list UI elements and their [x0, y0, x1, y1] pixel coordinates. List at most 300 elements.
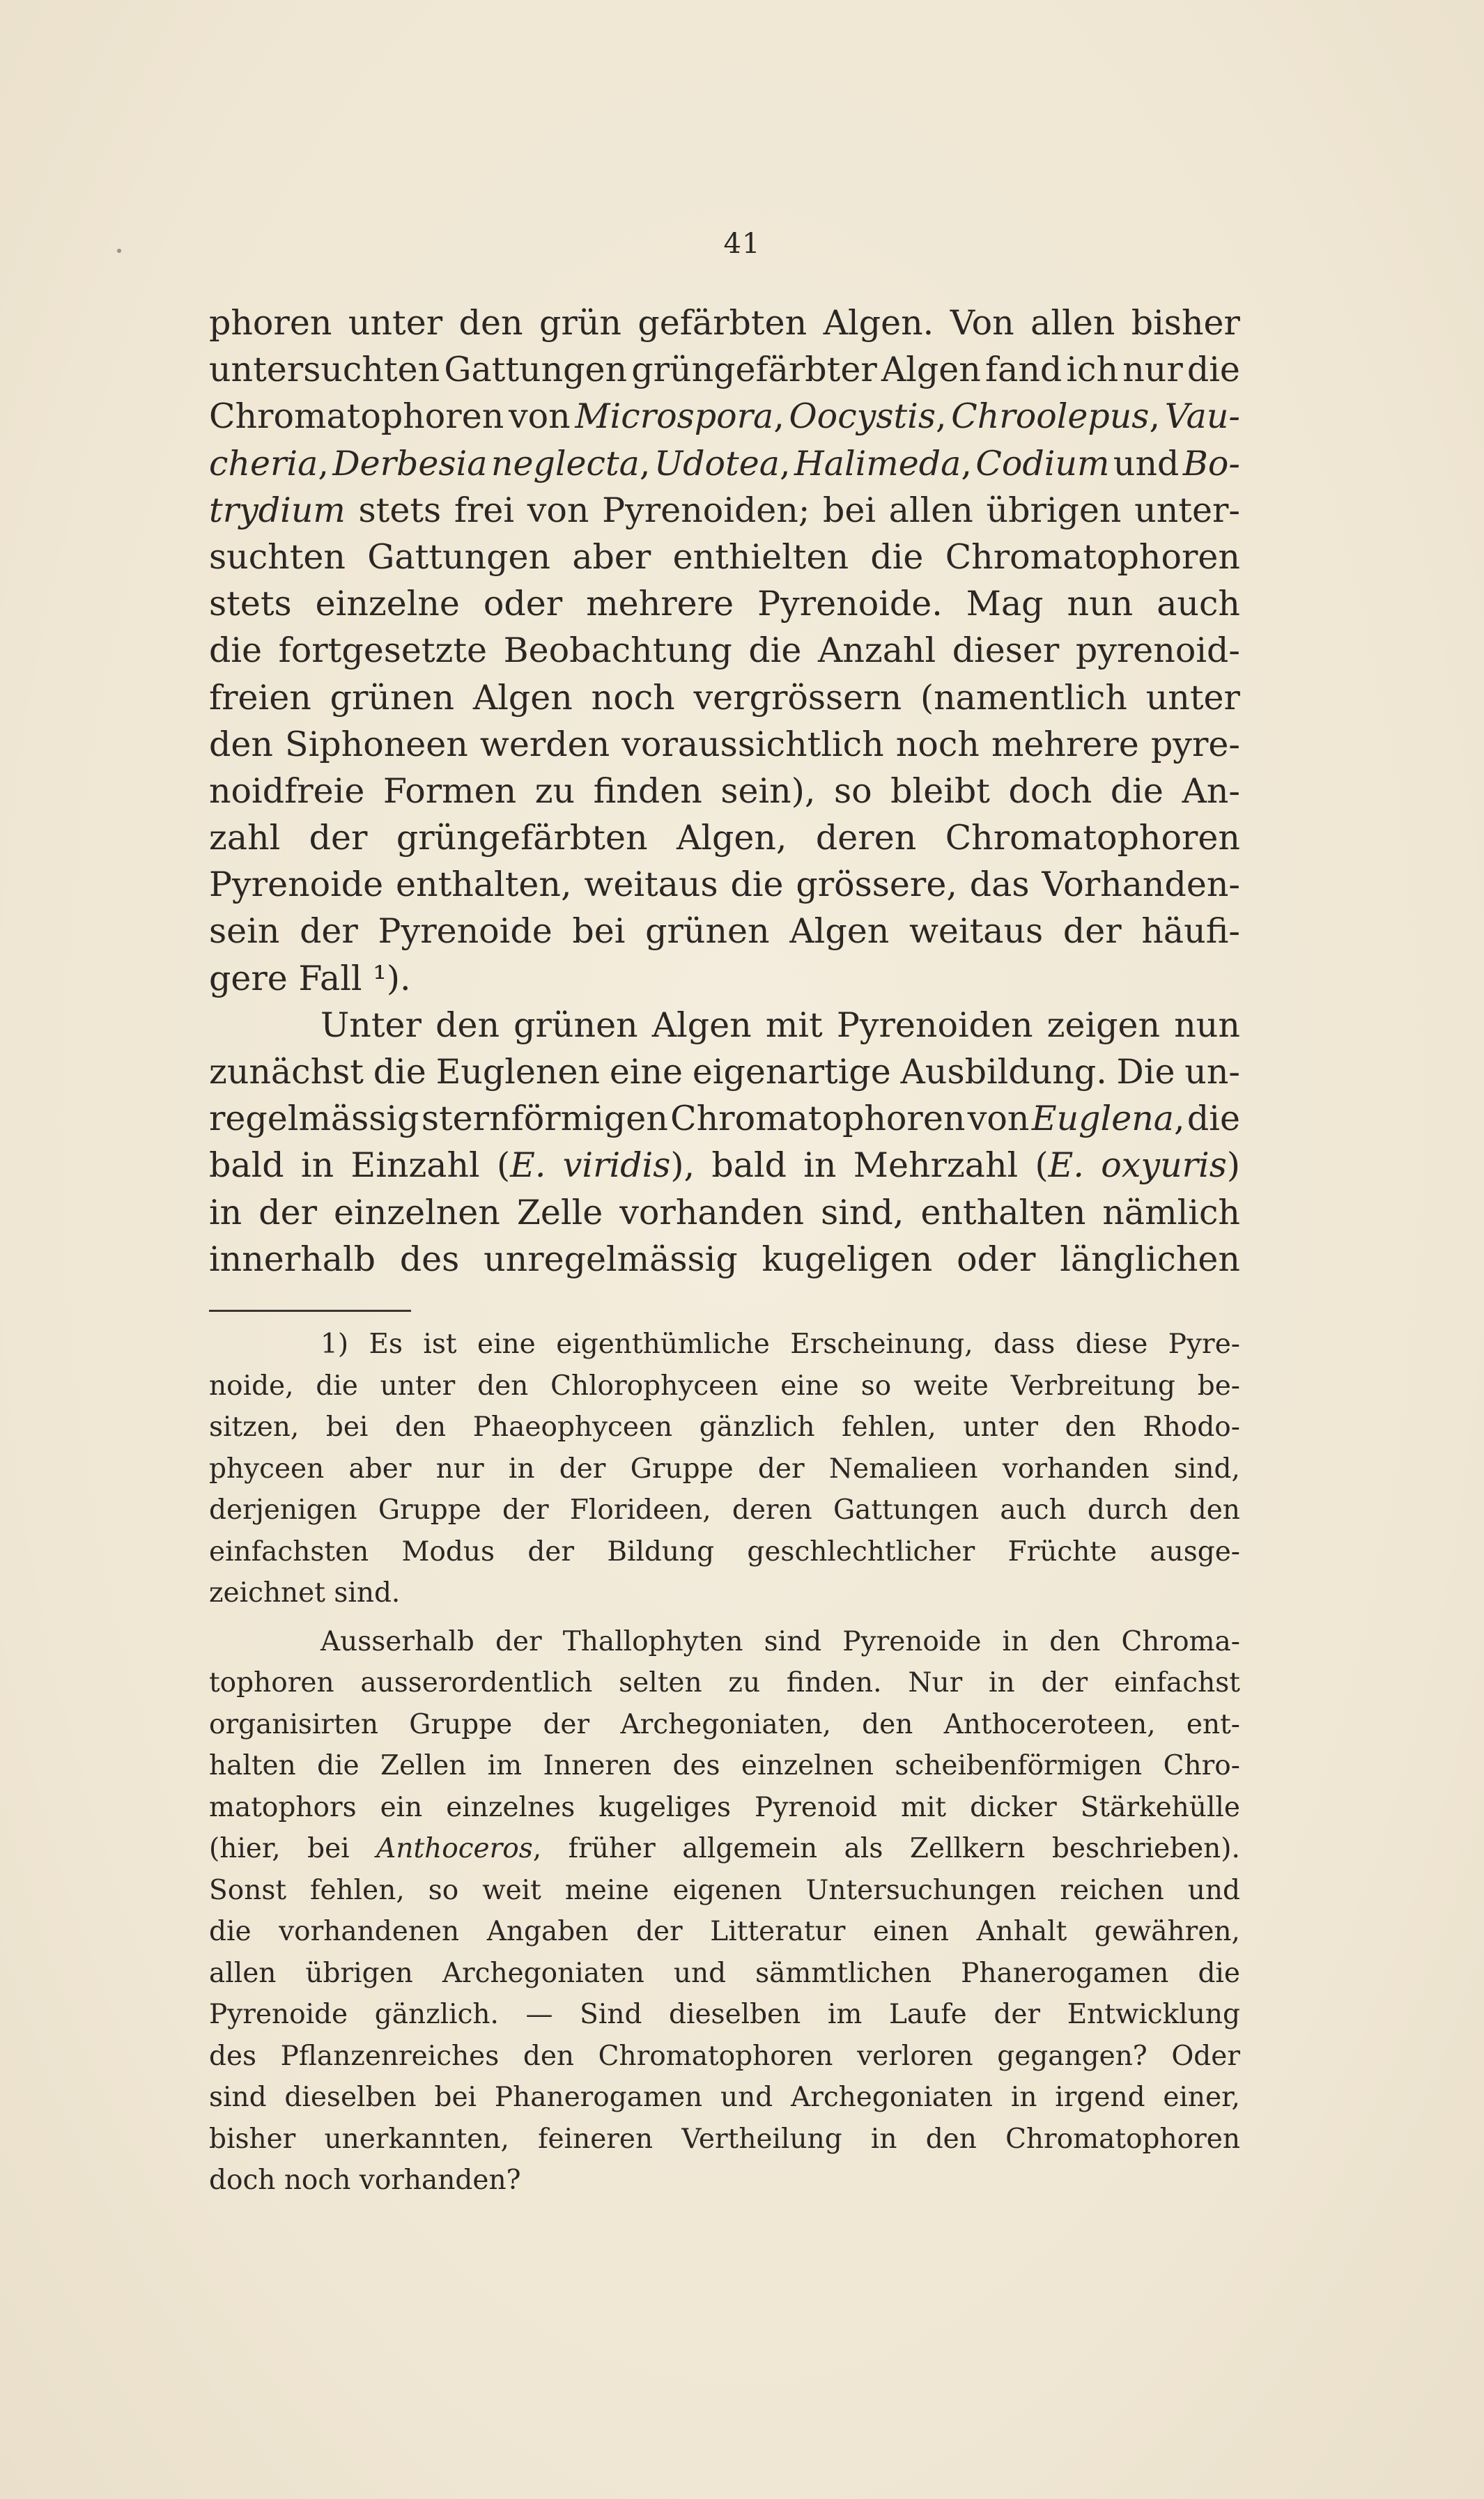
body-word: viridis), — [562, 1145, 695, 1186]
body-word: Von — [950, 303, 1014, 343]
footnote-line — [209, 1621, 1240, 1663]
footnote-word: irgend — [1055, 2082, 1145, 2113]
body-word: dieser — [952, 630, 1060, 671]
footnote-word: zu — [728, 1667, 761, 1699]
body-line — [209, 721, 1240, 768]
body-word: von — [527, 490, 589, 530]
body-word: in — [300, 1145, 334, 1186]
body-word: die — [748, 630, 802, 671]
footnote-word: beschrieben). — [1051, 1833, 1240, 1864]
footnote-word: aber — [348, 1453, 412, 1485]
body-line — [209, 300, 1240, 346]
footnote-word: einzelnen — [741, 1750, 874, 1781]
body-word: Chroolepus, — [951, 396, 1161, 437]
body-word: von — [967, 1099, 1030, 1139]
body-word: un- — [1184, 1052, 1240, 1092]
body-word: stets — [358, 490, 442, 530]
footnote-word: Sonst — [209, 1874, 287, 1906]
footnote-word: gänzlich — [699, 1411, 815, 1443]
footnote-word: selten — [619, 1667, 702, 1699]
footnote-word: der — [636, 1916, 683, 1947]
body-word: enthalten — [920, 1192, 1086, 1232]
footnote-line — [209, 2119, 1240, 2160]
body-word: ¹). — [373, 958, 411, 998]
body-text — [209, 300, 1240, 1283]
body-line — [209, 487, 1240, 534]
body-word: noch — [591, 677, 675, 718]
page-number: 41 — [723, 228, 761, 260]
footnote-word: die — [316, 1370, 358, 1402]
footnote-word: Oder — [1171, 2040, 1240, 2072]
footnote-word: allgemein — [682, 1833, 818, 1864]
footnote-word: früher — [568, 1833, 656, 1864]
footnote-word: und — [1187, 1874, 1240, 1906]
footnote-word: in — [508, 1453, 535, 1485]
footnote-word: der — [1041, 1667, 1088, 1699]
body-line — [209, 814, 1240, 861]
footnote-word: verloren — [857, 2040, 973, 2072]
footnote-word: gewähren, — [1094, 1916, 1240, 1947]
footnote-word: Anhalt — [976, 1916, 1067, 1947]
footnote-word: bisher — [209, 2123, 296, 2155]
body-word: (E. — [1035, 1145, 1084, 1186]
footnote-word: einen — [873, 1916, 949, 1947]
footnote-word: Pflanzenreiches — [280, 2040, 500, 2072]
body-word: regelmässig — [209, 1099, 419, 1139]
body-word: bei — [572, 911, 626, 952]
footnote-word: der — [757, 1453, 805, 1485]
body-word: mit — [765, 1005, 823, 1045]
body-word: Anzahl — [817, 630, 936, 671]
footnote-word: Anthoceroteen, — [943, 1708, 1156, 1740]
footnote-word: Es — [369, 1329, 403, 1360]
footnote-word: des — [672, 1750, 720, 1781]
body-line — [209, 1002, 1240, 1049]
body-word: grünen — [513, 1005, 638, 1045]
body-word: Derbesia — [332, 443, 488, 483]
footnote-word: Sind — [580, 1999, 642, 2030]
body-word: weitaus — [584, 865, 718, 905]
footnote-word: Pyrenoide — [209, 1999, 348, 2030]
body-word: die — [373, 1052, 426, 1092]
body-word: den — [209, 724, 273, 764]
body-line — [209, 346, 1240, 393]
footnote-word: Verbreitung — [1010, 1370, 1175, 1402]
body-word: Chromatophoren — [670, 1099, 966, 1139]
footnote-word: Chlorophyceen — [550, 1370, 759, 1402]
footnote-word: matophors — [209, 1791, 357, 1823]
body-word: Siphoneen — [285, 724, 468, 764]
body-word: so — [833, 771, 872, 811]
footnote-line — [209, 1953, 1240, 1995]
footnote-line — [209, 2036, 1240, 2078]
footnote-word: Phanerogamen — [494, 2082, 703, 2113]
footnote-word: mit — [900, 1791, 947, 1823]
footnote-word: den — [523, 2040, 575, 2072]
footnote-word: in — [870, 2123, 897, 2155]
body-word: (E. — [496, 1145, 546, 1186]
footnote-word: sämmtlichen — [755, 1957, 932, 1989]
body-word: oxyuris) — [1101, 1145, 1240, 1186]
body-word: sein), — [720, 771, 816, 811]
footnote-word: Pyrenoid — [754, 1791, 877, 1823]
body-word: Algen. — [823, 303, 934, 343]
footnote-word: weit — [482, 1874, 541, 1906]
body-word: ich — [1066, 350, 1119, 390]
footnote-word: organisirten — [209, 1708, 378, 1740]
footnote-word: so — [860, 1370, 892, 1402]
footnote-word: bei — [325, 1411, 369, 1443]
body-word: Pyrenoiden; — [602, 490, 810, 530]
footnote-word: bei — [307, 1833, 350, 1864]
footnote-word: eigenen — [672, 1874, 782, 1906]
body-word: Einzahl — [350, 1145, 480, 1186]
footnote-word: in — [989, 1667, 1015, 1699]
footnote-word: die — [1198, 1957, 1240, 1989]
footnote-word: Untersuchungen — [805, 1874, 1037, 1906]
footnote-word: sind, — [1173, 1453, 1240, 1485]
body-word: der — [309, 818, 368, 858]
footnote-word: Archegoniaten, — [620, 1708, 831, 1740]
body-word: länglichen — [1060, 1239, 1240, 1279]
body-word: auch — [1157, 584, 1240, 624]
body-word: einzelne — [315, 584, 460, 624]
body-word: die — [1187, 1099, 1240, 1139]
body-word: (namentlich — [920, 677, 1127, 718]
body-line — [209, 1049, 1240, 1095]
body-word: bald — [209, 1145, 284, 1186]
body-word: Pyrenoide. — [757, 584, 943, 624]
footnote-word: den — [862, 1708, 913, 1740]
footnote-word: in — [1010, 2082, 1037, 2113]
footnote-word: Erscheinung, — [790, 1329, 973, 1360]
body-word: grüngefärbten — [396, 818, 648, 858]
body-line — [209, 534, 1240, 580]
body-line — [209, 627, 1240, 674]
body-word: die — [209, 630, 263, 671]
footnote-word: ist — [423, 1329, 457, 1360]
footnote-line — [209, 1365, 1240, 1407]
body-word: vergrössern — [693, 677, 902, 718]
footnote-word: die — [317, 1750, 360, 1781]
footnote-word: Pyrenoide — [842, 1625, 982, 1657]
footnote-word: bei — [434, 2082, 477, 2113]
footnote-word: finden. — [786, 1667, 882, 1699]
footnote-word: dicker — [970, 1791, 1057, 1823]
footnote-word: Phanerogamen — [961, 1957, 1169, 1989]
footnote-word: 1) — [320, 1329, 349, 1360]
body-word: Codium — [975, 443, 1110, 483]
footnote-word: Modus — [401, 1535, 495, 1568]
body-line — [209, 1095, 1240, 1142]
footnote-word: eine — [780, 1370, 839, 1402]
body-word: unter — [1145, 677, 1240, 718]
body-word: grüngefärbter — [631, 350, 877, 390]
footnote-line — [209, 1662, 1240, 1704]
footnote-line — [209, 1407, 1240, 1448]
body-word: Mehrzahl — [853, 1145, 1019, 1186]
body-word: Algen — [651, 1005, 752, 1045]
body-line — [209, 674, 1240, 721]
body-word: Fall — [298, 958, 362, 998]
body-word: eine — [609, 1052, 683, 1092]
footnote-word: Archegoniaten — [442, 1957, 644, 1989]
footnote-word: so — [428, 1874, 459, 1906]
footnote-word: Phaeophyceen — [472, 1411, 673, 1443]
footnote-word: den — [925, 2123, 977, 2155]
footnote-word: als — [844, 1833, 883, 1864]
body-word: voraussichtlich — [621, 724, 884, 764]
footnote-word: im — [487, 1750, 523, 1781]
footnote-word: sind. — [334, 1577, 401, 1609]
body-word: allen — [888, 490, 973, 530]
footnote-word: unter — [963, 1411, 1039, 1443]
footnote-word: fehlen, — [310, 1874, 405, 1906]
footnote-word: den — [395, 1411, 447, 1443]
body-word: die — [730, 865, 784, 905]
body-word: Vorhanden- — [1042, 865, 1240, 905]
footnote-line — [209, 1745, 1240, 1787]
footnote-word: vorhandenen — [279, 1916, 460, 1947]
body-word: Pyrenoiden — [836, 1005, 1033, 1045]
footnote-word: Ausserhalb — [320, 1625, 474, 1657]
body-word: deren — [815, 818, 917, 858]
body-word: einzelnen — [334, 1192, 500, 1232]
body-word: die — [1187, 350, 1240, 390]
footnote-word: Chromatophoren — [598, 2040, 833, 2072]
footnote-word: der — [502, 1494, 549, 1526]
footnote-word: diese — [1075, 1329, 1148, 1360]
footnote-word: meine — [564, 1874, 649, 1906]
body-word: oder — [483, 584, 563, 624]
footnotes — [209, 1324, 1240, 2202]
footnote-word: vorhanden — [1002, 1453, 1150, 1485]
body-word: übrigen — [986, 490, 1122, 530]
body-word: nämlich — [1102, 1192, 1240, 1232]
footnote-word: Chroma- — [1121, 1625, 1240, 1657]
body-word: häufi- — [1141, 911, 1240, 952]
body-word: Formen — [382, 771, 517, 811]
body-line — [209, 908, 1240, 954]
footnote-word: unter — [380, 1370, 456, 1402]
footnote-word: durch — [1087, 1494, 1168, 1526]
body-word: fortgesetzte — [278, 630, 488, 671]
footnote-word: gegangen? — [997, 2040, 1147, 2072]
body-word: in — [803, 1145, 837, 1186]
body-line — [209, 861, 1240, 908]
footnote-word: tophoren — [209, 1667, 334, 1699]
body-word: von — [508, 396, 571, 437]
body-word: Beobachtung — [503, 630, 732, 671]
footnote-word: allen — [209, 1957, 277, 1989]
footnote-word: Florideen, — [569, 1494, 711, 1526]
body-line — [209, 768, 1240, 814]
body-word: sternförmigen — [421, 1099, 668, 1139]
body-word: noch — [895, 724, 980, 764]
body-word: das — [969, 865, 1030, 905]
body-line — [209, 580, 1240, 627]
body-word: Algen — [472, 677, 573, 718]
body-word: Udotea, — [654, 443, 791, 483]
footnote-word: Chro- — [1163, 1750, 1240, 1781]
body-word: allen — [1030, 303, 1115, 343]
footnote-word: den — [1189, 1494, 1240, 1526]
body-word: oder — [957, 1239, 1036, 1279]
footnote-line — [209, 2077, 1240, 2119]
footnote-line — [209, 1787, 1240, 1829]
body-word: cheria, — [209, 443, 329, 483]
footnote-word: dieselben — [669, 1999, 801, 2030]
body-word: trydium — [209, 490, 346, 530]
body-word: An- — [1182, 771, 1240, 811]
footnote-word: den — [1049, 1625, 1101, 1657]
footnote-word: unerkannten, — [324, 2123, 509, 2155]
body-word: Chromatophoren — [945, 536, 1240, 577]
body-word: sein — [209, 911, 280, 952]
body-word: sind, — [821, 1192, 904, 1232]
footnote-word: auch — [1000, 1494, 1067, 1526]
body-word: nur — [1122, 350, 1183, 390]
footnote-word: ein — [380, 1791, 423, 1823]
body-word: mehrere — [586, 584, 734, 624]
footnote-word: scheibenförmigen — [895, 1750, 1143, 1781]
footnote-word: sind — [209, 2082, 267, 2113]
body-word: bisher — [1131, 303, 1240, 343]
body-word: enthielten — [672, 536, 849, 577]
body-word: eigenartige — [692, 1052, 891, 1092]
body-line — [209, 1142, 1240, 1189]
body-line — [209, 1236, 1240, 1283]
body-line — [209, 955, 1240, 1002]
footnote-word: Pyre- — [1168, 1329, 1240, 1360]
body-word: finden — [593, 771, 702, 811]
body-word: Die — [1116, 1052, 1175, 1092]
footnote-word: des — [209, 2040, 257, 2072]
footnote-word: Archegoniaten — [791, 2082, 994, 2113]
footnote-line — [209, 2160, 1240, 2202]
footnote-word: deren — [732, 1494, 812, 1526]
footnote-line — [209, 1911, 1240, 1953]
body-word: unter- — [1134, 490, 1240, 530]
footnote-line — [209, 1490, 1240, 1531]
footnote-word: ent- — [1186, 1708, 1240, 1740]
body-word: Gattungen — [367, 536, 551, 577]
footnote-word: be- — [1197, 1370, 1240, 1402]
body-word: doch — [1008, 771, 1092, 811]
body-word: Euglena, — [1031, 1099, 1185, 1139]
footnote-word: weite — [913, 1370, 989, 1402]
footnote-word: Zellen — [380, 1750, 467, 1781]
footnote-word: Nur — [908, 1667, 963, 1699]
body-word: in — [209, 1192, 242, 1232]
body-word: Bo- — [1182, 443, 1240, 483]
body-line — [209, 393, 1240, 440]
body-word: grössere, — [796, 865, 957, 905]
footnote-word: und — [720, 2082, 773, 2113]
footnote-line — [209, 1994, 1240, 2036]
body-word: phoren — [209, 303, 332, 343]
footnote-word: im — [827, 1999, 863, 2030]
footnote-word: ausge- — [1150, 1535, 1240, 1568]
body-word: nun — [1174, 1005, 1240, 1045]
footnote-word: halten — [209, 1750, 296, 1781]
body-word: Algen — [881, 350, 981, 390]
footnote-word: übrigen — [305, 1957, 413, 1989]
footnote-line — [209, 1704, 1240, 1746]
body-line — [209, 440, 1240, 487]
footnote-word: sind — [764, 1625, 822, 1657]
body-word: vorhanden — [619, 1192, 805, 1232]
footnote-line — [209, 1572, 1240, 1614]
body-word: und — [1113, 443, 1180, 483]
body-word: frei — [454, 490, 515, 530]
footnote-word: reichen — [1060, 1874, 1164, 1906]
body-word: der — [300, 911, 358, 952]
body-word: zunächst — [209, 1052, 364, 1092]
footnote-line — [209, 1828, 1240, 1870]
body-word: den — [458, 303, 523, 343]
footnote-word: Zellkern — [909, 1833, 1026, 1864]
footnote-word: die — [209, 1916, 252, 1947]
footnote-word: einfachsten — [209, 1535, 369, 1568]
footnote-word: zeichnet — [209, 1577, 325, 1609]
footnote-word: der — [559, 1453, 606, 1485]
body-word: zeigen — [1046, 1005, 1161, 1045]
footnote-word: fehlen, — [842, 1411, 936, 1443]
footnote-word: Entwicklung — [1067, 1999, 1240, 2030]
footnote-word: einer, — [1163, 2082, 1240, 2113]
body-word: unregelmässig — [484, 1239, 738, 1279]
footnote-word: Stärkehülle — [1080, 1791, 1240, 1823]
body-word: zu — [534, 771, 575, 811]
footnote-word: Angaben — [486, 1916, 609, 1947]
body-word: der — [1062, 911, 1122, 952]
body-word: enthalten, — [396, 865, 572, 905]
footnote-word: ausserordentlich — [360, 1667, 593, 1699]
body-word: mehrere — [991, 724, 1139, 764]
footnote-word: den — [1065, 1411, 1116, 1443]
footnote-word: Rhodo- — [1143, 1411, 1240, 1443]
body-word: noidfreie — [209, 771, 365, 811]
footnote-word: Inneren — [543, 1750, 652, 1781]
footnote-word: eigenthümliche — [556, 1329, 770, 1360]
body-word: Ausbildung. — [900, 1052, 1107, 1092]
body-word: gere — [209, 958, 288, 998]
body-word: suchten — [209, 536, 346, 577]
footnote-word: (hier, — [209, 1833, 281, 1864]
body-word: Chromatophoren — [209, 396, 504, 437]
footnote-word: geschlechtlicher — [747, 1535, 975, 1568]
body-word: Unter — [320, 1005, 422, 1045]
body-word: die — [870, 536, 924, 577]
footnote-word: Gruppe — [378, 1494, 481, 1526]
body-word: bei — [823, 490, 876, 530]
footnote-word: Gruppe — [630, 1453, 734, 1485]
body-word: Pyrenoide — [209, 865, 384, 905]
body-word: grün — [539, 303, 621, 343]
body-word: Vau- — [1164, 396, 1240, 437]
footnote-word: sitzen, — [209, 1411, 300, 1443]
footnote-word: Litteratur — [710, 1916, 846, 1947]
footnote-word: Laufe — [888, 1999, 967, 2030]
body-word: pyre- — [1150, 724, 1240, 764]
footnote-word: einzelnes — [446, 1791, 575, 1823]
footnote-word: Anthoceros, — [376, 1833, 542, 1864]
body-word: die — [1110, 771, 1164, 811]
footnote-word: der — [495, 1625, 542, 1657]
footnote-word: feineren — [538, 2123, 654, 2155]
body-word: werden — [479, 724, 610, 764]
